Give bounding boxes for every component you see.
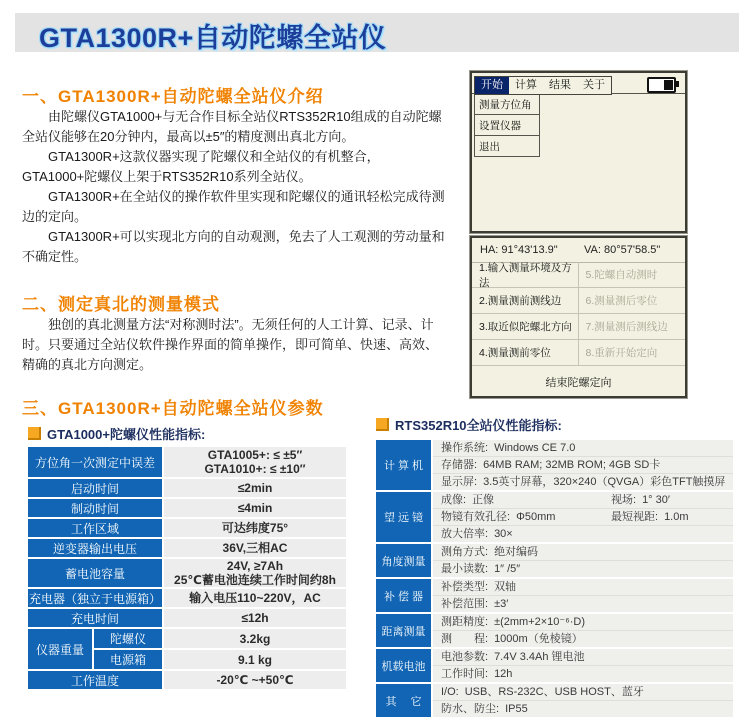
menu-option-setup-instrument[interactable]: 设置仪器 [475,115,539,136]
section2-body [22,315,450,375]
step-1-button[interactable]: 1.输入测量环境及方法 [472,262,579,287]
step-5-button: 5.陀螺自动测时 [585,269,658,281]
spec-value: ≤4min [164,499,346,517]
gyro-spec-table [28,447,346,691]
table-row [28,609,346,627]
ha-value: 91°43'13.9" [501,244,558,256]
spec-value [164,559,346,587]
spec-category: 角度测量 [376,544,431,577]
page-banner [15,13,739,52]
spec-line: 显示屏: 3.5英寸屏幕，320×240（QVGA）彩色TFT触摸屏 [441,476,726,488]
paragraph: GTA1300R+这款仪器实现了陀螺仪和全站仪的有机整合，GTA1000+陀螺仪上架于RTS352R10系列全站仪。 [22,149,380,184]
spec-category: 望 远 镜 [376,492,431,542]
end-orientation-button[interactable]: 结束陀螺定向 [545,376,612,389]
left-table-title [28,424,205,443]
square-bullet-icon [28,427,41,440]
spec-category: 距离测量 [376,614,431,647]
spec-group-distance [376,614,733,647]
right-table-title [376,415,562,434]
spec-value: 输入电压110~220V，AC [164,589,346,607]
spec-value: -20℃ ~+50℃ [164,671,346,689]
workflow-row [472,340,685,366]
step-6-button: 6.测量测后零位 [585,295,658,307]
spec-group-other [376,684,733,717]
spec-line: 操作系统: Windows CE 7.0 [433,440,733,457]
spec-value-line: GTA1005+: ≤ ±5″ [207,448,303,462]
spec-line: 存储器: 64MB RAM; 32MB ROM; 4GB SD卡 [433,457,733,474]
horizontal-angle [480,244,558,256]
spec-value [164,447,346,477]
spec-line: 防水、防尘: IP55 [441,703,528,715]
table-row [28,447,346,477]
spec-value-line: 25℃蓄电池连续工作时间约8h [174,573,336,587]
spec-line: 测角方式: 绝对编码 [433,544,733,561]
spec-subvalues [164,629,346,669]
step-3-button[interactable]: 3.取近似陀螺北方向 [472,314,579,339]
spec-line: 物镜有效孔径: Φ50mm 最短视距: 1.0m [433,509,733,526]
spec-line: 最小读数: 1″ /5″ [441,563,521,575]
device-screen-menu [470,71,687,233]
table-row [28,589,346,607]
spec-line: 补偿类型: 双轴 [433,579,733,596]
menu-item-about[interactable]: 关于 [583,79,605,91]
spec-category: 计 算 机 [376,440,431,490]
section1-heading: 一、GTA1300R+自动陀螺全站仪介绍 [22,87,324,106]
spec-line: 测 程: 1000m（免棱镜） [441,633,583,645]
spec-group-angle [376,544,733,577]
spec-category: 机载电池 [376,649,431,682]
spec-label: 方位角一次测定中误差 [28,447,162,477]
menu-item-result[interactable]: 结果 [549,79,571,91]
ha-label: HA: [480,244,499,256]
spec-label: 充电时间 [28,609,162,627]
table-row [28,559,346,587]
step-4-button[interactable]: 4.测量测前零位 [472,340,579,365]
square-bullet-icon [376,418,389,431]
spec-value: 36V,三相AC [164,539,346,557]
spec-group-telescope [376,492,733,542]
table-row-merged [28,629,346,669]
section3-heading: 三、GTA1300R+自动陀螺全站仪参数 [22,399,324,418]
table-row [28,519,346,537]
menu-item-calc[interactable]: 计算 [515,79,537,91]
spec-value: ≤12h [164,609,346,627]
section1-body [22,107,450,267]
spec-sublabel: 陀螺仪 [94,629,162,648]
spec-value-line: 24V, ≥7Ah [226,559,284,573]
workflow-row [472,314,685,340]
spec-value: 3.2kg [164,629,346,648]
spec-category: 补 偿 器 [376,579,431,612]
spec-label: 工作区域 [28,519,162,537]
vertical-angle [584,244,660,256]
right-table-title-text: RTS352R10全站仪性能指标: [395,418,562,433]
spec-group-compensator [376,579,733,612]
spec-label: 启动时间 [28,479,162,497]
step-7-button: 7.测量测后测线边 [585,321,668,333]
battery-nub [676,81,679,87]
spec-value: ≤2min [164,479,346,497]
left-table-title-text: GTA1000+陀螺仪性能指标: [47,427,206,442]
step-8-button: 8.重新开始定向 [585,347,658,359]
paragraph: 由陀螺仪GTA1000+与无合作目标全站仪RTS352R10组成的自动陀螺全站仪能够在20分钟内，最高以±5″的精度测出真北方向。 [22,109,442,144]
start-menu-dropdown [474,94,540,157]
spec-line: I/O: USB、RS-232C、USB HOST、蓝牙 [433,684,733,701]
totalstation-spec-table [376,440,733,719]
spec-label: 充电器（独立于电源箱） [28,589,162,607]
table-row [28,671,346,689]
workflow-row [472,288,685,314]
spec-line: 工作时间: 12h [441,668,513,680]
spec-line: 补偿范围: ±3′ [441,598,509,610]
spec-line: 成像: 正像 视场: 1° 30′ [433,492,733,509]
table-row [28,479,346,497]
table-row [28,539,346,557]
workflow-row [472,262,685,288]
paragraph: GTA1300R+在全站仪的操作软件里实现和陀螺仪的通讯轻松完成待测边的定向。 [22,189,445,224]
device-screen-workflow [470,236,687,398]
spec-label: 逆变器输出电压 [28,539,162,557]
spec-label: 蓄电池容量 [28,559,162,587]
va-value: 80°57'58.5" [603,244,661,256]
spec-label: 工作温度 [28,671,162,689]
menu-item-start[interactable]: 开始 [475,77,509,94]
table-row [28,499,346,517]
spec-sublabels [94,629,162,669]
spec-category: 其 它 [376,684,431,717]
spec-group-computer [376,440,733,490]
menu-option-measure-azimuth[interactable]: 测量方位角 [475,94,539,115]
spec-line: 电池参数: 7.4V 3.4Ah 锂电池 [433,649,733,666]
battery-icon [647,77,676,93]
spec-value-line: GTA1010+: ≤ ±10″ [204,462,306,476]
step-2-button[interactable]: 2.测量测前测线边 [472,288,579,313]
paragraph: 独创的真北测量方法“对称测时法”。无须任何的人工计算、记录、计时。只要通过全站仪软件操作界面的简单操作，即可简单、快速、高效、精确的真北方向测定。 [22,317,439,372]
paragraph: GTA1300R+可以实现北方向的自动观测，免去了人工观测的劳动量和不确定性。 [22,229,445,264]
workflow-grid [472,262,685,366]
battery-fill [664,80,673,90]
page-title: GTA1300R+自动陀螺全站仪 [39,23,387,53]
spec-value: 9.1 kg [164,650,346,669]
spec-line: 测距精度: ±(2mm+2×10⁻⁶·D) [433,614,733,631]
spec-value: 可达纬度75° [164,519,346,537]
menu-option-exit[interactable]: 退出 [479,141,500,153]
va-label: VA: [584,244,601,256]
spec-group-battery [376,649,733,682]
menu-bar [474,76,612,95]
spec-label: 制动时间 [28,499,162,517]
section2-heading: 二、测定真北的测量模式 [22,295,220,314]
spec-sublabel: 电源箱 [94,650,162,669]
spec-label: 仪器重量 [28,629,92,669]
spec-line: 放大倍率: 30× [441,528,513,540]
